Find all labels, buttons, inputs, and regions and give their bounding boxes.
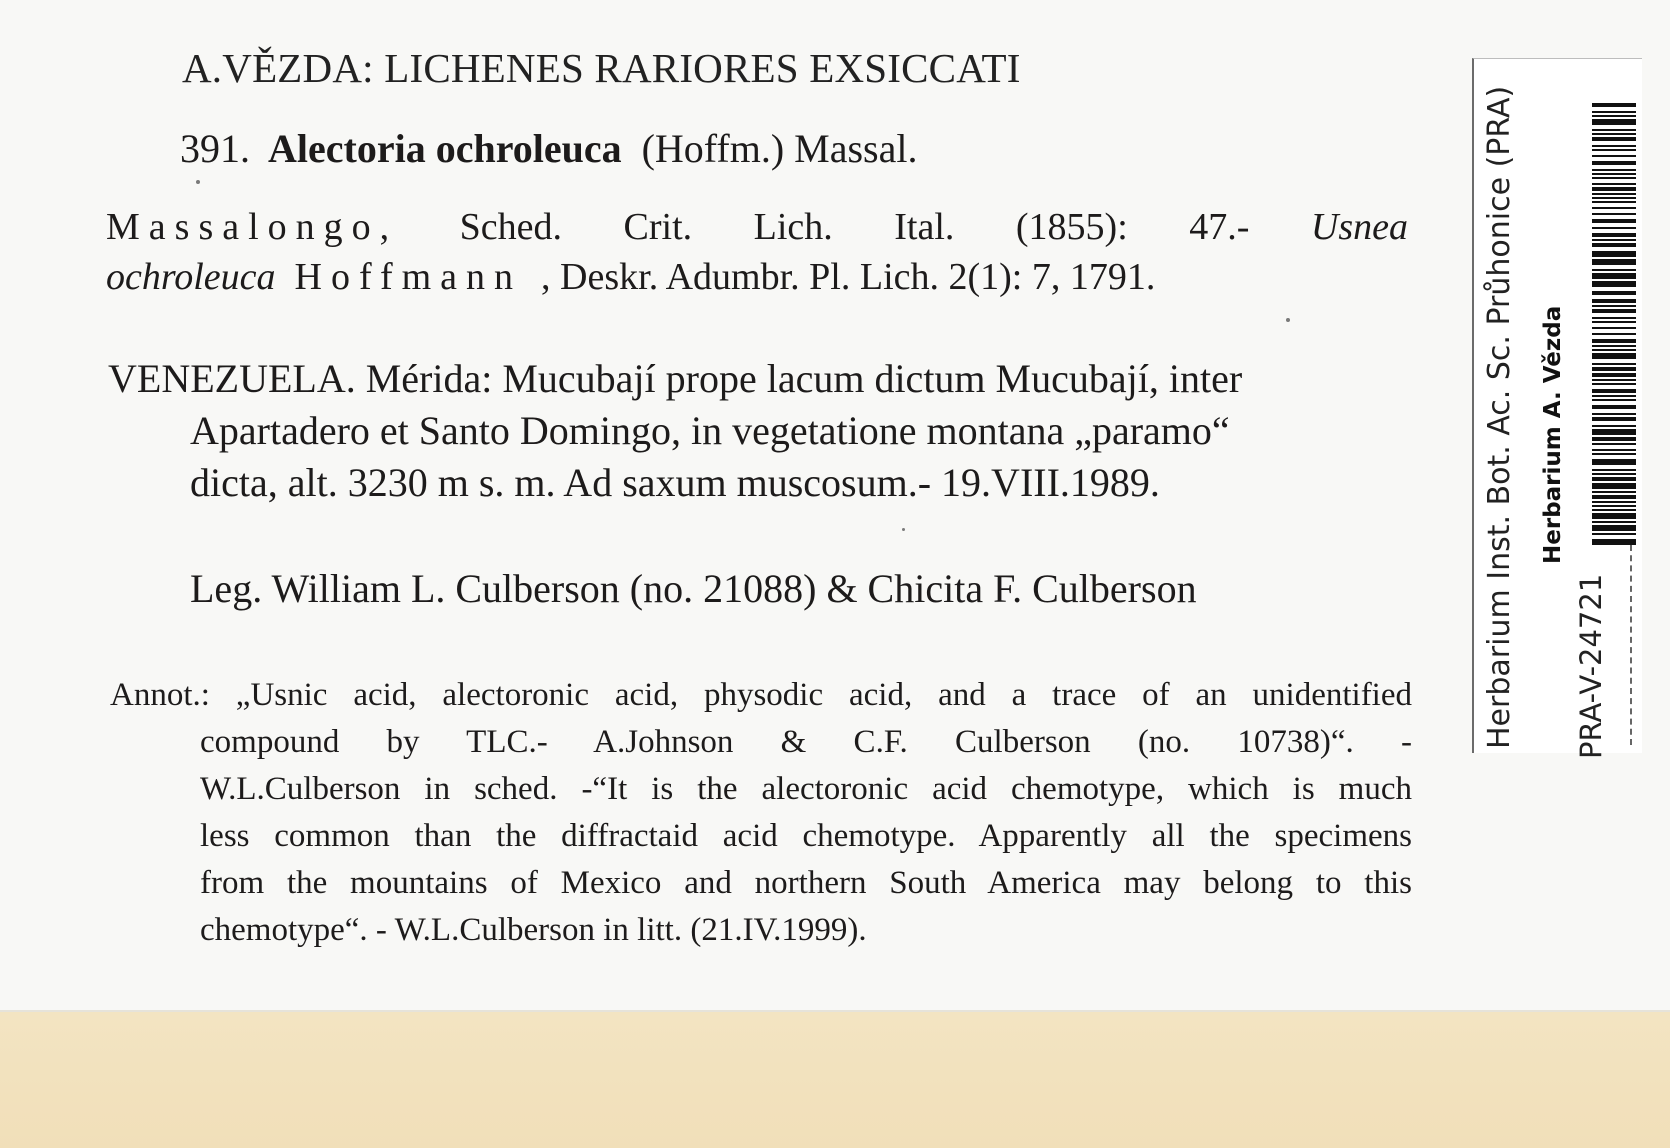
basionym-genus: Usnea [1310, 206, 1409, 248]
annotation-line-2: compound by TLC.- A.Johnson & C.F. Culberson (no. 10738)“. - [200, 724, 1412, 760]
sticker-dashed-line [1630, 545, 1632, 745]
series-title: A.VĚZDA: LICHENES RARIORES EXSICCATI [182, 45, 1021, 91]
annotation-line-6: chemotype“. - W.L.Culberson in litt. (21.IV.1999). [200, 912, 867, 948]
citation-line-1 [106, 205, 1408, 249]
collectors: Leg. William L. Culberson (no. 21088) & Chicita F. Culberson [190, 566, 1197, 611]
species-name: Alectoria ochroleuca [268, 126, 622, 171]
basionym-reference: , Deskr. Adumbr. Pl. Lich. 2(1): 7, 1791. [541, 256, 1156, 298]
locality-line-2: Apartadero et Santo Domingo, in vegetatione montana „paramo“ [190, 408, 1230, 453]
barcode-icon [1592, 103, 1636, 545]
citation-reference: Sched. Crit. Lich. Ital. (1855): 47.- [459, 206, 1250, 248]
locality-line-1: VENEZUELA. Mérida: Mucubají prope lacum dictum Mucubají, inter [108, 356, 1243, 401]
paper-speck [1286, 318, 1290, 322]
citation-line-2 [106, 255, 1352, 299]
barcode-sticker [1472, 58, 1642, 759]
paper-speck [196, 180, 200, 184]
annotation-line-5: from the mountains of Mexico and northern South America may belong to this [200, 865, 1412, 901]
annotation-line-3: W.L.Culberson in sched. -“It is the alectoronic acid chemotype, which is much [200, 771, 1412, 807]
paper-speck [902, 528, 905, 531]
exsiccata-number: 391. [180, 126, 250, 171]
species-line [180, 125, 917, 172]
sticker-collection: Herbarium A. Vězda [1540, 305, 1566, 564]
backing-card [0, 1012, 1670, 1148]
basionym-author: Hoffmann [294, 256, 523, 298]
sticker-specimen-id: PRA-V-24721 [1574, 573, 1608, 759]
locality-line-3: dicta, alt. 3230 m s. m. Ad saxum muscosum.- 19.VIII.1989. [190, 460, 1160, 505]
annotation-line-4: less common than the diffractaid acid chemotype. Apparently all the specimens [200, 818, 1412, 854]
species-authority: (Hoffm.) Massal. [641, 126, 918, 171]
sticker-institution: Herbarium Inst. Bot. Ac. Sc. Průhonice (PRA) [1482, 85, 1517, 749]
citation-author: Massalongo, [106, 206, 399, 248]
basionym-epithet: ochroleuca [106, 256, 276, 298]
annotation-line-1: Annot.: „Usnic acid, alectoronic acid, physodic acid, and a trace of an unidentified [110, 677, 1412, 713]
